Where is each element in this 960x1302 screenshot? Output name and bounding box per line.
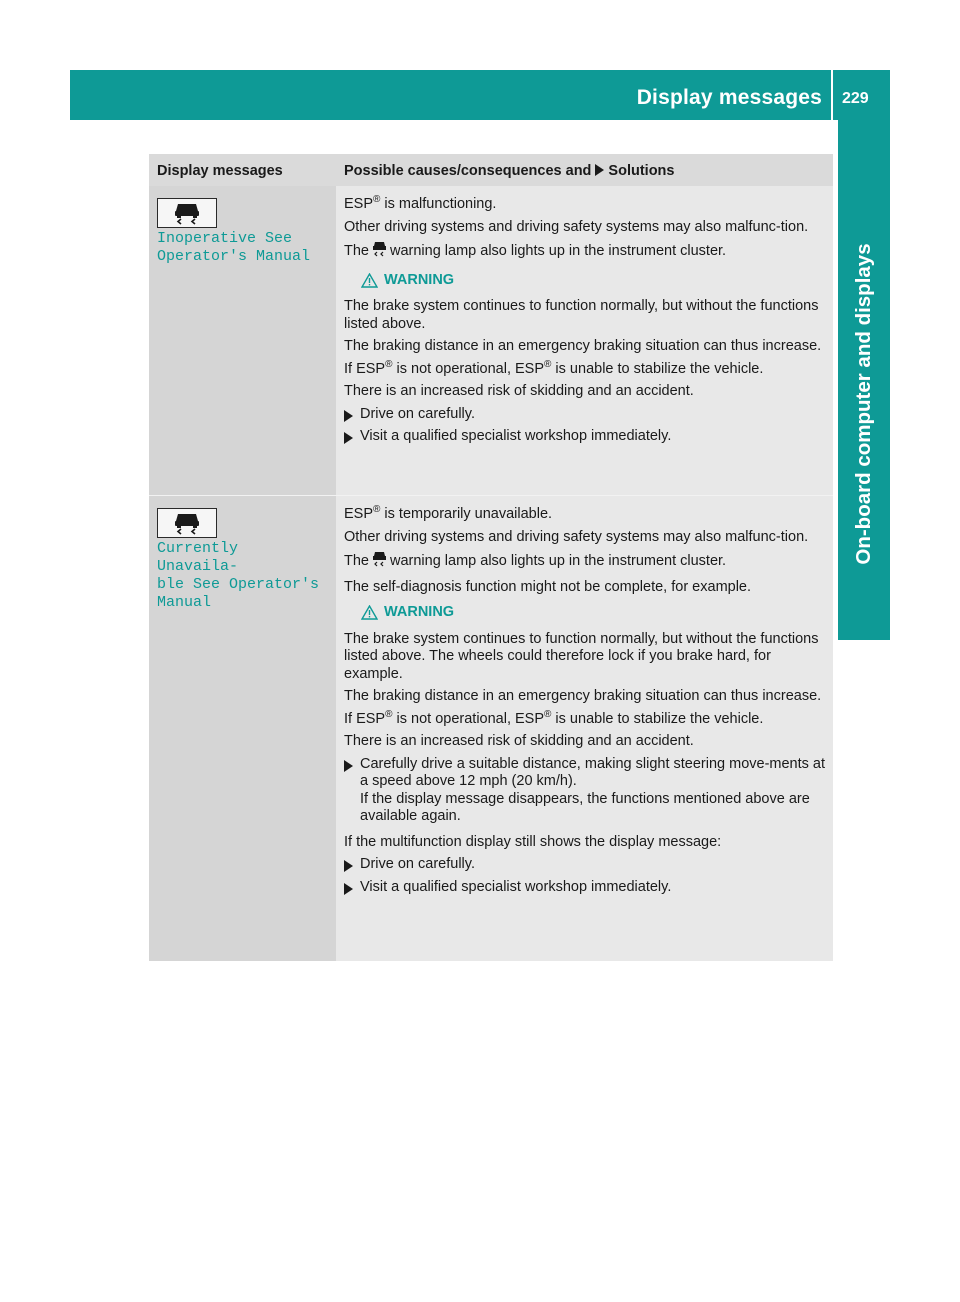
warning-heading: WARNING (361, 604, 827, 622)
column-header-causes-text: Possible causes/consequences and (344, 163, 592, 179)
list-item: Drive on carefully. (344, 406, 827, 424)
display-message: Currently Unavaila‐ ble See Operator's Manual (157, 540, 320, 611)
warning-icon (361, 605, 378, 620)
solution-cell (336, 496, 833, 961)
paragraph: There is an increased risk of skidding and an accident. (344, 733, 694, 749)
column-header-messages: Display messages (157, 163, 283, 179)
table-row (149, 496, 833, 961)
table-row (149, 186, 833, 495)
paragraph: If ESP® is not operational, ESP® is unable to stabilize the vehicle. (344, 708, 764, 727)
list-item: Carefully drive a suitable distance, making slight steering move-ments at a speed above 12 mph (20 km/h). If the display message disappears, the functions mentioned above are available again. (344, 756, 827, 826)
arrow-right-icon (344, 860, 353, 872)
esp-skid-icon (372, 241, 387, 264)
paragraph: If the multifunction display still shows the display message: (344, 833, 722, 850)
header-divider (831, 70, 833, 120)
table-header (149, 154, 833, 186)
column-header-causes (336, 154, 833, 186)
warning-icon (361, 273, 378, 288)
display-message: Inoperative See Operator's Manual (157, 230, 311, 265)
page-title: Display messages (636, 86, 822, 109)
list-item: Visit a qualified specialist workshop immediately. (344, 428, 827, 446)
paragraph: If ESP® is not operational, ESP® is unable to stabilize the vehicle. (344, 358, 764, 377)
arrow-right-icon (595, 164, 604, 176)
paragraph: The braking distance in an emergency braking situation can thus increase. (344, 338, 822, 354)
list-item: Visit a qualified specialist workshop immediately. (344, 879, 827, 897)
chapter-label: On-board computer and displays (852, 243, 875, 565)
paragraph: The warning lamp also lights up in the instrument cluster. (344, 241, 827, 264)
paragraph: The warning lamp also lights up in the instrument cluster. (344, 551, 827, 574)
esp-skid-icon (157, 508, 217, 538)
esp-skid-icon (157, 198, 217, 228)
message-cell (149, 496, 336, 961)
arrow-right-icon (344, 883, 353, 895)
solution-cell (336, 186, 833, 495)
page-number: 229 (842, 90, 869, 107)
arrow-right-icon (344, 410, 353, 422)
paragraph: ESP® is temporarily unavailable. (344, 504, 553, 522)
paragraph: The braking distance in an emergency braking situation can thus increase. (344, 688, 822, 704)
arrow-right-icon (344, 432, 353, 444)
esp-skid-icon (372, 551, 387, 574)
arrow-right-icon (344, 760, 353, 772)
paragraph: The brake system continues to function normally, but without the functions listed above. (344, 298, 819, 332)
paragraph: ESP® is malfunctioning. (344, 194, 497, 212)
paragraph: The self-diagnosis function might not be complete, for example. (344, 578, 752, 595)
display-messages-table (149, 154, 833, 961)
header-bar (70, 70, 890, 120)
paragraph: Other driving systems and driving safety systems may also malfunc-tion. (344, 218, 809, 235)
column-header-solutions-text: Solutions (608, 163, 675, 179)
chapter-marker (838, 585, 890, 640)
list-item: Drive on carefully. (344, 856, 827, 874)
paragraph: Other driving systems and driving safety systems may also malfunc-tion. (344, 528, 809, 545)
warning-heading: WARNING (361, 272, 827, 290)
paragraph: The brake system continues to function normally, but without the functions listed above. The wheels could therefore lock if you brake hard, for example. (344, 630, 819, 682)
paragraph: There is an increased risk of skidding and an accident. (344, 383, 694, 399)
message-cell (149, 186, 336, 495)
